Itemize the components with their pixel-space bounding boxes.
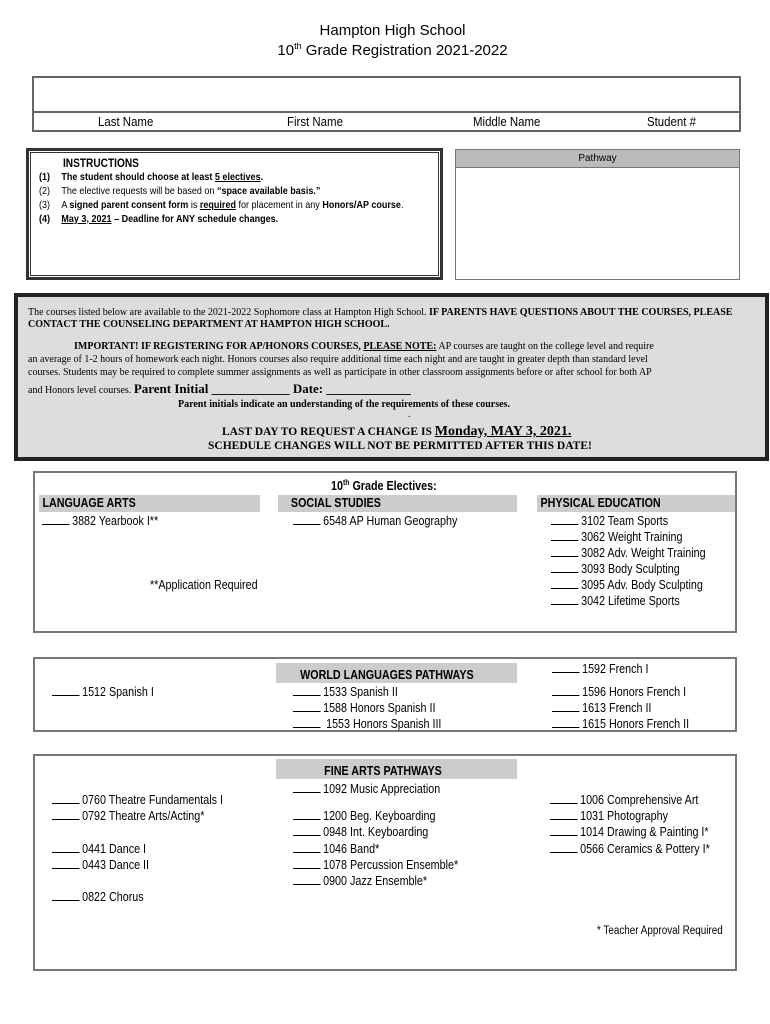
school-title: Hampton High School xyxy=(319,22,466,39)
last-day-line: LAST DAY TO REQUEST A CHANGE IS Monday, MAY 3, 2021. xyxy=(222,424,572,439)
notice-dot: . xyxy=(408,409,411,420)
world-languages-header: WORLD LANGUAGES PATHWAYS xyxy=(276,663,517,683)
music-item[interactable]: 1046 Band* xyxy=(293,841,379,857)
pe-item[interactable]: 3102 Team Sports xyxy=(551,513,668,529)
first-name-label: First Name xyxy=(287,114,343,129)
spanish-item[interactable]: 1588 Honors Spanish II xyxy=(293,700,435,716)
french-item[interactable]: 1613 French II xyxy=(552,700,651,716)
student-name-box[interactable] xyxy=(32,76,741,132)
notice-line-5: courses. Students may be required to complete summer assignments as well as participate in other classroom assignments before or after school for both AP xyxy=(28,367,652,378)
instruction-1: (1) The student should choose at least 5 electives. xyxy=(39,171,264,183)
student-number-label: Student # xyxy=(647,114,696,129)
pe-item[interactable]: 3095 Adv. Body Sculpting xyxy=(551,577,703,593)
world-languages-panel xyxy=(33,657,737,732)
pe-item[interactable]: 3082 Adv. Weight Training xyxy=(551,545,706,561)
french-item[interactable]: 1596 Honors French I xyxy=(552,684,686,700)
music-item[interactable]: 0948 Int. Keyboarding xyxy=(293,824,428,840)
notice-box xyxy=(14,293,769,461)
notice-line-6: and Honors level courses. Parent Initial ____________ Date: _____________ xyxy=(28,381,411,396)
notice-line-7: Parent initials indicate an understanding of the requirements of these courses. xyxy=(178,399,510,410)
pe-item[interactable]: 3093 Body Sculpting xyxy=(551,561,680,577)
art-item[interactable]: 0566 Ceramics & Pottery I* xyxy=(550,841,710,857)
registration-title: 10th Grade Registration 2021-2022 xyxy=(277,41,508,59)
pathway-header: Pathway xyxy=(456,150,739,168)
electives-panel xyxy=(33,471,737,633)
instruction-2: (2) The elective requests will be based on “space available basis.” xyxy=(39,185,321,197)
no-changes-line: SCHEDULE CHANGES WILL NOT BE PERMITTED AFTER THIS DATE! xyxy=(208,440,592,452)
notice-important: IMPORTANT! IF REGISTERING FOR AP/HONORS COURSES, PLEASE NOTE: AP courses are taught on the college level and require xyxy=(74,341,654,352)
music-item[interactable]: 1092 Music Appreciation xyxy=(293,781,440,797)
social-studies-item[interactable]: 6548 AP Human Geography xyxy=(293,513,457,529)
application-note: **Application Required xyxy=(150,578,258,592)
fine-arts-item[interactable]: 0822 Chorus xyxy=(52,889,144,905)
language-arts-item[interactable]: 3882 Yearbook I** xyxy=(42,513,158,529)
music-item[interactable]: 1078 Percussion Ensemble* xyxy=(293,857,458,873)
music-item[interactable]: 0900 Jazz Ensemble* xyxy=(293,873,427,889)
last-name-label: Last Name xyxy=(98,114,154,129)
fine-arts-item[interactable]: 0441 Dance I xyxy=(52,841,146,857)
physical-education-header: PHYSICAL EDUCATION xyxy=(537,495,735,512)
art-item[interactable]: 1031 Photography xyxy=(550,808,668,824)
notice-line-1: The courses listed below are available to the 2021-2022 Sophomore class at Hampton High School. IF PARENTS HAVE QUESTIONS ABOUT THE COURSES, PLEASE xyxy=(28,307,733,318)
pe-item[interactable]: 3062 Weight Training xyxy=(551,529,682,545)
art-item[interactable]: 1006 Comprehensive Art xyxy=(550,792,698,808)
instruction-3: (3) A signed parent consent form is required for placement in any Honors/AP course. xyxy=(39,199,404,211)
spanish-item[interactable]: 1553 Honors Spanish III xyxy=(293,716,441,732)
name-divider xyxy=(34,111,739,113)
parent-initial-field[interactable]: Parent Initial ____________ Date: _____________ xyxy=(133,381,411,396)
fine-arts-item[interactable]: 0760 Theatre Fundamentals I xyxy=(52,792,223,808)
electives-title: 10th Grade Electives: xyxy=(331,478,437,494)
fine-arts-panel xyxy=(33,754,737,971)
pe-item[interactable]: 3042 Lifetime Sports xyxy=(551,593,680,609)
instructions-title: INSTRUCTIONS xyxy=(63,158,139,170)
fine-arts-item[interactable]: 0443 Dance II xyxy=(52,857,149,873)
pathway-box[interactable] xyxy=(455,149,740,280)
spanish-i-item[interactable]: 1512 Spanish I xyxy=(52,684,154,700)
art-item[interactable]: 1014 Drawing & Painting I* xyxy=(550,824,709,840)
instruction-4: (4) May 3, 2021 – Deadline for ANY schedule changes. xyxy=(39,213,279,225)
middle-name-label: Middle Name xyxy=(473,114,541,129)
fine-arts-header: FINE ARTS PATHWAYS xyxy=(276,759,517,779)
french-item[interactable]: 1592 French I xyxy=(552,661,648,677)
social-studies-header: SOCIAL STUDIES xyxy=(278,495,517,512)
french-item[interactable]: 1615 Honors French II xyxy=(552,716,689,732)
teacher-approval-note: * Teacher Approval Required xyxy=(597,925,723,937)
music-item[interactable]: 1200 Beg. Keyboarding xyxy=(293,808,435,824)
fine-arts-item[interactable]: 0792 Theatre Arts/Acting* xyxy=(52,808,204,824)
spanish-item[interactable]: 1533 Spanish II xyxy=(293,684,398,700)
notice-line-4: an average of 1-2 hours of homework each night. Honors courses also require additional time each night and are taught in greater depth than standard level xyxy=(28,354,648,365)
language-arts-header: LANGUAGE ARTS xyxy=(39,495,260,512)
notice-line-2: CONTACT THE COUNSELING DEPARTMENT AT HAMPTON HIGH SCHOOL. xyxy=(28,319,390,330)
instructions-box xyxy=(26,148,443,280)
